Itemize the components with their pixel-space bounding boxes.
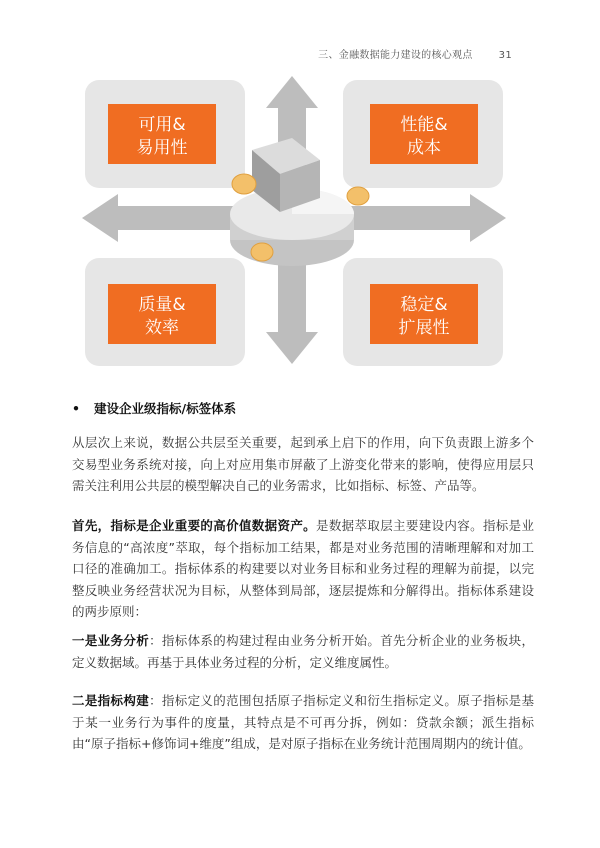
paragraph-business-analysis-body: ：指标体系的构建过程由业务分析开始。首先分析企业的业务板块，定义数据域。再基于具体业务过程的分析，定义维度属性。 bbox=[72, 633, 534, 670]
quadrant-1-line2: 易用性 bbox=[136, 138, 188, 158]
paragraph-metric-construction-lead: 二是指标构建 bbox=[72, 693, 150, 708]
quadrant-4-line2: 扩展性 bbox=[398, 318, 450, 338]
paragraph-metric-construction bbox=[72, 690, 534, 755]
paragraph-metrics-assets bbox=[72, 515, 534, 623]
paragraph-metric-construction-body: ：指标定义的范围包括原子指标定义和衍生指标定义。原子指标是基于某一业务行为事件的度量，其特点是不可再分拆，例如：贷款余额；派生指标由“原子指标+修饰词+维度”组成，是对原子指标在业务统计范围周期内的统计值。 bbox=[72, 693, 534, 751]
pie-chart-icon bbox=[230, 138, 354, 266]
bullet-icon: • bbox=[72, 401, 80, 416]
capability-diagram bbox=[0, 0, 600, 390]
paragraph-common-layer: 从层次上来说，数据公共层至关重要，起到承上启下的作用，向下负责跟上游多个交易型业务系统对接，向上对应用集市屏蔽了上游变化带来的影响，使得应用层只需关注利用公共层的模型解决自己的业务需求，比如指标、标签、产品等。 bbox=[72, 435, 534, 493]
paragraph-business-analysis bbox=[72, 630, 534, 673]
quadrant-1-line1: 可用& bbox=[138, 115, 186, 135]
arrow-right-icon bbox=[344, 194, 506, 242]
arrow-down-icon bbox=[266, 250, 318, 364]
page-number: 31 bbox=[498, 50, 512, 61]
arrow-left-icon bbox=[82, 194, 240, 242]
paragraph-business-analysis-lead: 一是业务分析 bbox=[72, 633, 150, 648]
header-section-title: 三、金融数据能力建设的核心观点 bbox=[318, 50, 473, 61]
paragraph-metrics-assets-body: 是数据萃取层主要建设内容。指标是业务信息的“高浓度”萃取，每个指标加工结果，都是对业务范围的清晰理解和对加工口径的准确加工。指标体系的构建要以对业务目标和业务过程的理解为前提，以完整反映业务经营状况为目标，从整体到局部，逐层提炼和分解得出。指标体系建设的两步原则： bbox=[72, 518, 534, 619]
paragraph-metrics-assets-lead: 首先，指标是企业重要的高价值数据资产。 bbox=[72, 518, 316, 533]
quadrant-3-line2: 效率 bbox=[145, 318, 179, 338]
quadrant-2-line2: 成本 bbox=[407, 138, 441, 158]
quadrant-3-line1: 质量& bbox=[138, 295, 186, 315]
section-title-text: 建设企业级指标/标签体系 bbox=[94, 401, 237, 416]
section-title bbox=[72, 399, 236, 417]
quadrant-2-line1: 性能& bbox=[400, 115, 448, 135]
quadrant-4-line1: 稳定& bbox=[400, 295, 448, 315]
